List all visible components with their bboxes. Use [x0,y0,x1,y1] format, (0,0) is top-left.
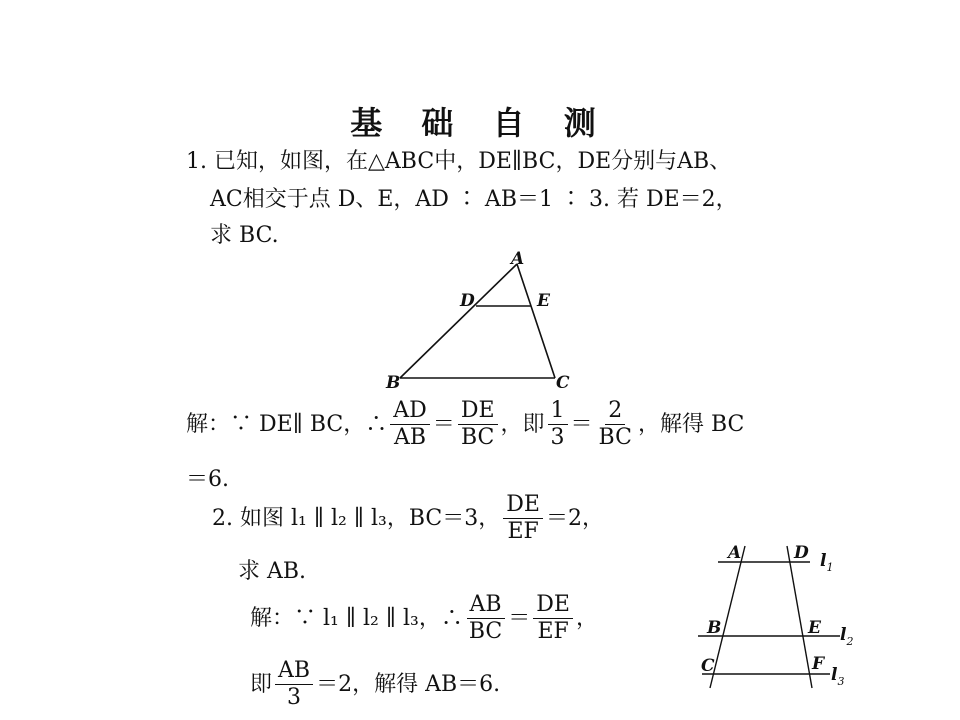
fraction-ab-3: $\frac{AB}{3}$ [275,660,313,709]
label-l2: $l_2$ [840,625,854,648]
label-a: A [728,543,742,563]
label-d: D [794,543,809,563]
q1-triangle-figure [380,248,580,396]
fraction-2-bc: $\frac{2}{BC}$ [598,398,632,450]
q2-parallel-lines-figure [690,538,865,692]
q2-line-2: 求 AB. [238,559,307,584]
side-ab [400,264,517,378]
label-f: F [812,654,825,674]
label-b: B [386,373,401,393]
label-d: D [460,291,475,311]
q1-line-2: AC相交于点 D、E，AD ∶ AB＝1 ∶ 3. 若 DE＝2， [210,187,738,212]
q1-line-1: 1. 已知，如图，在△ABC中，DE∥BC，DE分别与AB、 [186,149,732,174]
section-title: 基 础 自 测 [350,104,610,142]
transversal-df [787,546,812,688]
fraction-ad-ab: $\frac{AD}{AB}$ [390,400,430,449]
label-l3: $l_3$ [831,665,845,688]
transversal-ac [710,546,745,688]
label-l1: $l_1$ [820,551,834,574]
fraction-de-ef: $\frac{DE}{EF}$ [503,494,543,543]
fraction-de-bc: $\frac{DE}{BC}$ [458,400,498,449]
side-ac [517,264,555,378]
q2-solution-line-1: 解：∵ l₁ ∥ l₂ ∥ l₃，∴ $\frac{AB}{BC}$ ＝ $\frac{DE}{EF}$ ， [250,592,599,644]
label-b: B [707,618,722,638]
q1-solution-line-1: 解：∵ DE∥ BC，∴ $\frac{AD}{AB}$ ＝ $\frac{DE}{BC}$ ，即 $\frac{1}{3}$ ＝ $\frac{2}{BC}$ ，解得 BC [186,398,745,450]
label-c: C [556,373,570,393]
q2-line-1: 2. 如图 l₁ ∥ l₂ ∥ l₃，BC＝3， $\frac{DE}{EF}$ ＝2， [212,492,604,544]
fraction-de-ef-2: $\frac{DE}{EF}$ [533,594,573,643]
q1-line-3: 求 BC. [210,223,279,248]
q2-solution-line-2: 即 $\frac{AB}{3}$ ＝2，解得 AB＝6. [250,658,501,710]
label-a: A [511,249,525,269]
fraction-ab-bc: $\frac{AB}{BC}$ [466,594,505,643]
label-e: E [808,618,821,638]
label-c: C [701,656,715,676]
label-e: E [537,291,550,311]
fraction-1-3: $\frac{1}{3}$ [548,400,568,449]
q1-solution-line-2: ＝6. [186,467,229,492]
